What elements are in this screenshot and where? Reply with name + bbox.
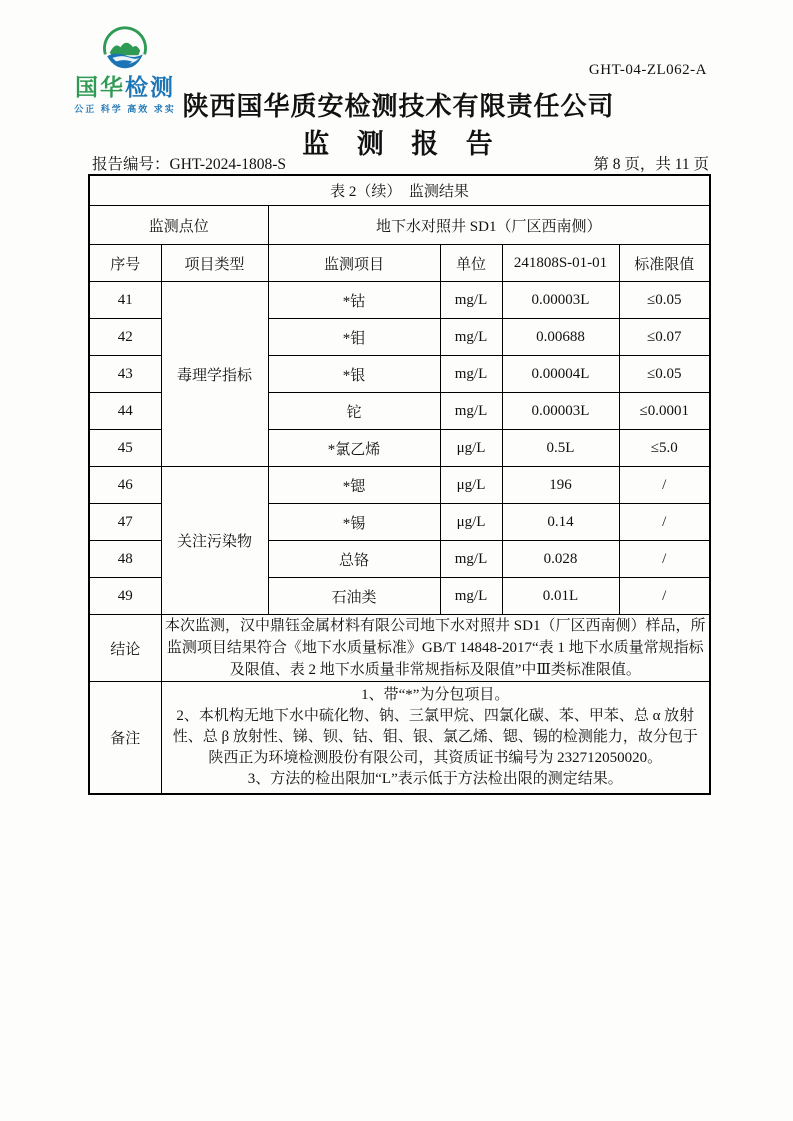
remark-label: 备注 bbox=[89, 682, 161, 795]
limit-cell: ≤5.0 bbox=[619, 430, 710, 467]
value-cell: 0.5L bbox=[502, 430, 619, 467]
value-cell: 0.028 bbox=[502, 541, 619, 578]
value-cell: 196 bbox=[502, 467, 619, 504]
value-cell: 0.14 bbox=[502, 504, 619, 541]
col-header-no: 序号 bbox=[89, 245, 161, 282]
limit-cell: ≤0.0001 bbox=[619, 393, 710, 430]
limit-cell: ≤0.05 bbox=[619, 282, 710, 319]
item-cell: *银 bbox=[268, 356, 440, 393]
serial-cell: 41 bbox=[89, 282, 161, 319]
table-title: 表 2（续） 监测结果 bbox=[89, 175, 710, 206]
col-header-type: 项目类型 bbox=[161, 245, 268, 282]
company-name: 陕西国华质安检测技术有限责任公司 bbox=[182, 91, 615, 121]
table-row-46 bbox=[89, 467, 710, 504]
page-indicator: 第 8 页，共 11 页 bbox=[593, 156, 709, 173]
serial-cell: 49 bbox=[89, 578, 161, 615]
value-cell: 0.00004L bbox=[502, 356, 619, 393]
table-row-41 bbox=[89, 282, 710, 319]
value-cell: 0.00003L bbox=[502, 393, 619, 430]
item-cell: 总铬 bbox=[268, 541, 440, 578]
unit-cell: mg/L bbox=[440, 282, 502, 319]
limit-cell: ≤0.07 bbox=[619, 319, 710, 356]
serial-cell: 46 bbox=[89, 467, 161, 504]
col-header-item: 监测项目 bbox=[268, 245, 440, 282]
limit-cell: ≤0.05 bbox=[619, 356, 710, 393]
remark-text bbox=[161, 682, 710, 795]
site-value: 地下水对照井 SD1（厂区西南侧） bbox=[268, 206, 710, 245]
type-cell-concerned-pollutants: 关注污染物 bbox=[161, 467, 268, 615]
logo-emblem-icon bbox=[98, 24, 152, 74]
limit-cell: / bbox=[619, 467, 710, 504]
conclusion-row bbox=[89, 615, 710, 682]
unit-cell: μg/L bbox=[440, 504, 502, 541]
table-title-row bbox=[89, 175, 710, 206]
item-cell: *钼 bbox=[268, 319, 440, 356]
limit-cell: / bbox=[619, 504, 710, 541]
serial-cell: 45 bbox=[89, 430, 161, 467]
item-cell: 铊 bbox=[268, 393, 440, 430]
logo-name-part1: 国华 bbox=[75, 74, 125, 100]
serial-cell: 43 bbox=[89, 356, 161, 393]
remark-row bbox=[89, 682, 710, 795]
site-row bbox=[89, 206, 710, 245]
monitoring-results-table bbox=[88, 174, 711, 795]
serial-cell: 47 bbox=[89, 504, 161, 541]
report-header bbox=[0, 0, 793, 174]
type-cell-toxicology: 毒理学指标 bbox=[161, 282, 268, 467]
document-code: GHT-04-ZL062-A bbox=[588, 62, 707, 78]
site-label: 监测点位 bbox=[89, 206, 268, 245]
remark-line-2: 2、本机构无地下水中硫化物、钠、三氯甲烷、四氯化碳、苯、甲苯、总 α 放射性、总 β 放射性、锑、钡、钴、钼、银、氯乙烯、锶、锡的检测能力，故分包于陕西正为环境检测股份有限公司，其资质证书编号为 232712050020。 bbox=[172, 708, 698, 766]
limit-cell: / bbox=[619, 578, 710, 615]
limit-cell: / bbox=[619, 541, 710, 578]
item-cell: *锶 bbox=[268, 467, 440, 504]
unit-cell: μg/L bbox=[440, 430, 502, 467]
value-cell: 0.00688 bbox=[502, 319, 619, 356]
remark-line-1: 1、带“*”为分包项目。 bbox=[361, 687, 510, 703]
report-number: 报告编号：GHT-2024-1808-S bbox=[92, 156, 287, 173]
item-cell: *氯乙烯 bbox=[268, 430, 440, 467]
serial-cell: 44 bbox=[89, 393, 161, 430]
conclusion-label: 结论 bbox=[89, 615, 161, 682]
item-cell: 石油类 bbox=[268, 578, 440, 615]
report-title: 监 测 报 告 bbox=[302, 129, 495, 159]
col-header-sample-id: 241808S-01-01 bbox=[502, 245, 619, 282]
unit-cell: mg/L bbox=[440, 578, 502, 615]
report-meta-row bbox=[92, 152, 709, 174]
unit-cell: mg/L bbox=[440, 393, 502, 430]
unit-cell: mg/L bbox=[440, 356, 502, 393]
value-cell: 0.01L bbox=[502, 578, 619, 615]
column-header-row bbox=[89, 245, 710, 282]
col-header-unit: 单位 bbox=[440, 245, 502, 282]
unit-cell: mg/L bbox=[440, 319, 502, 356]
conclusion-text: 本次监测，汉中鼎钰金属材料有限公司地下水对照井 SD1（厂区西南侧）样品，所监测项目结果符合《地下水质量标准》GB/T 14848-2017“表 1 地下水质量常规指标及限值、表 2 地下水质量非常规指标及限值”中Ⅲ类标准限值。 bbox=[161, 615, 710, 682]
value-cell: 0.00003L bbox=[502, 282, 619, 319]
logo-slogan: 公正 科学 高效 求实 bbox=[74, 104, 176, 114]
unit-cell: μg/L bbox=[440, 467, 502, 504]
serial-cell: 42 bbox=[89, 319, 161, 356]
unit-cell: mg/L bbox=[440, 541, 502, 578]
item-cell: *锡 bbox=[268, 504, 440, 541]
remark-line-3: 3、方法的检出限加“L”表示低于方法检出限的测定结果。 bbox=[247, 771, 623, 787]
item-cell: *钴 bbox=[268, 282, 440, 319]
serial-cell: 48 bbox=[89, 541, 161, 578]
logo-name-part2: 检测 bbox=[125, 74, 175, 100]
col-header-limit: 标准限值 bbox=[619, 245, 710, 282]
